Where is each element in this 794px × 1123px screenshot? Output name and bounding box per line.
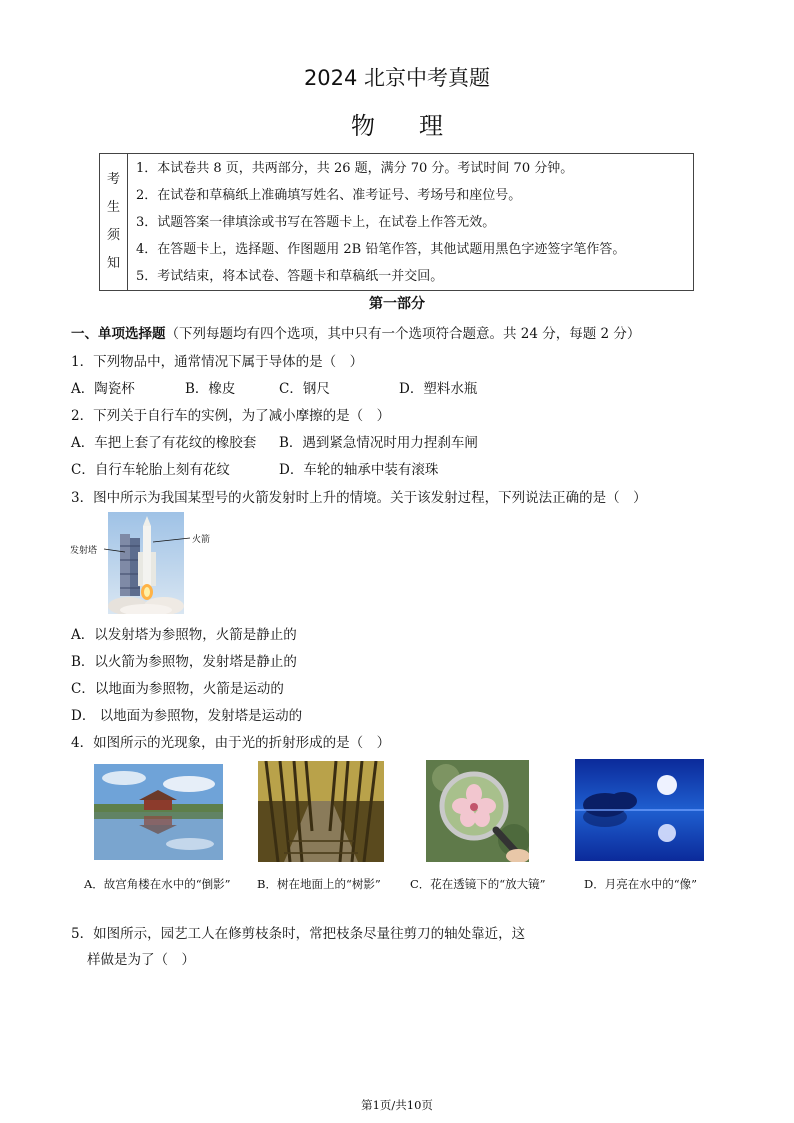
rocket-launch-figure — [70, 512, 220, 614]
q2-option-d: D．车轮的轴承中装有滚珠 — [279, 462, 439, 478]
q3-option-d: D． 以地面为参照物，发射塔是运动的 — [71, 708, 303, 724]
notice-item: 5．考试结束，将本试卷、答题卡和草稿纸一并交回。 — [136, 269, 444, 284]
magnifier-flower-image — [426, 760, 529, 862]
palace-reflection-image — [94, 764, 223, 860]
notice-side-char: 生 — [106, 200, 120, 215]
exam-title: 2024 北京中考真题 — [303, 66, 491, 90]
notice-side-label — [100, 154, 128, 290]
q1-option-c: C．钢尺 — [279, 381, 330, 397]
section-title: 一、单项选择题 — [71, 326, 166, 342]
q1-option-d: D．塑料水瓶 — [399, 381, 478, 397]
moon-reflection-image — [575, 759, 704, 861]
exam-notice-box — [99, 153, 694, 291]
notice-item: 1．本试卷共 8 页，共两部分，共 26 题，满分 70 分。考试时间 70 分钟。 — [136, 161, 574, 176]
question-1-stem: 1．下列物品中，通常情况下属于导体的是（ ） — [71, 354, 364, 370]
rocket-label: 火箭 — [192, 535, 211, 545]
q4-caption-c: C．花在透镜下的“放大镜” — [410, 877, 546, 891]
tower-label: 发射塔 — [70, 546, 98, 556]
q3-option-c: C．以地面为参照物，火箭是运动的 — [71, 681, 284, 697]
page-number: 第1页/共10页 — [361, 1098, 433, 1112]
notice-item: 2．在试卷和草稿纸上准确填写姓名、准考证号、考场号和座位号。 — [136, 188, 522, 203]
section-heading — [71, 322, 640, 342]
part-title: 第一部分 — [369, 296, 425, 312]
q1-option-b: B．橡皮 — [185, 381, 236, 397]
notice-side-char: 须 — [106, 228, 120, 243]
q2-option-a: A．车把上套了有花纹的橡胶套 — [71, 435, 257, 451]
question-2-stem: 2．下列关于自行车的实例，为了减小摩擦的是（ ） — [71, 408, 391, 424]
question-5-stem-line1: 5．如图所示，园艺工人在修剪枝条时，常把枝条尽量往剪刀的轴处靠近，这 — [71, 926, 526, 942]
q1-option-a: A．陶瓷杯 — [71, 381, 135, 397]
notice-side-char: 考 — [106, 172, 120, 187]
question-3-stem: 3．图中所示为我国某型号的火箭发射时上升的情境。关于该发射过程，下列说法正确的是（ ） — [71, 490, 647, 506]
tree-shadow-image — [258, 761, 384, 862]
q3-option-b: B．以火箭为参照物，发射塔是静止的 — [71, 654, 297, 670]
q2-option-c: C．自行车轮胎上刻有花纹 — [71, 462, 230, 478]
question-5-stem-line2: 样做是为了（ ） — [87, 952, 195, 968]
label-leader-lines — [70, 512, 220, 614]
subject-title: 物理 — [351, 112, 487, 140]
q4-caption-a: A．故宫角楼在水中的“倒影” — [84, 877, 231, 891]
question-4-stem: 4．如图所示的光现象，由于光的折射形成的是（ ） — [71, 735, 391, 751]
notice-side-char: 知 — [106, 256, 120, 271]
section-desc: （下列每题均有四个选项，其中只有一个选项符合题意。共 24 分，每题 2 分） — [165, 326, 641, 342]
notice-item: 3．试题答案一律填涂或书写在答题卡上，在试卷上作答无效。 — [136, 215, 496, 230]
notice-item: 4．在答题卡上，选择题、作图题用 2B 铅笔作答，其他试题用黑色字迹签字笔作答。 — [136, 242, 626, 257]
q3-option-a: A．以发射塔为参照物，火箭是静止的 — [71, 627, 297, 643]
q4-caption-b: B．树在地面上的“树影” — [257, 877, 381, 891]
q2-option-b: B．遇到紧急情况时用力捏刹车闸 — [279, 435, 478, 451]
q4-caption-d: D．月亮在水中的“像” — [584, 877, 697, 891]
